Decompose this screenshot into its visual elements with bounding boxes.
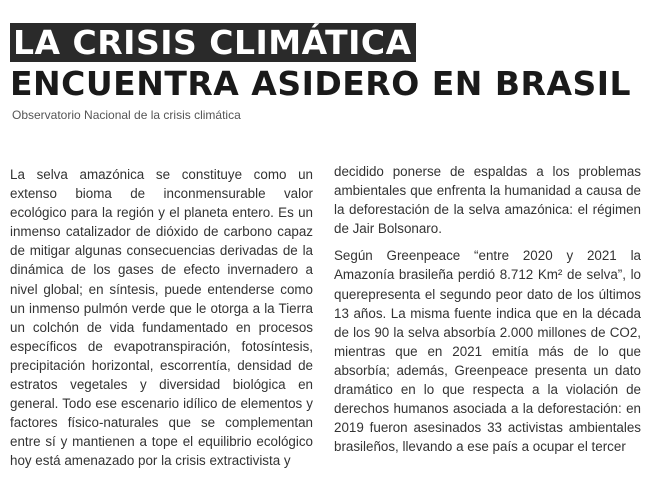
left-column bbox=[10, 165, 313, 479]
left-paragraph: La selva amazónica se constituye como un extenso bioma de inconmensurable valor ecológico para la región y el planeta entero. Es un inmenso catalizador de dióxido de carbono capaz de mitigar algunas consecuencias derivadas de la dinámica de los gases de efecto invernadero a nivel global; en síntesis, puede entenderse como un inmenso pulmón verde que le otorga a la Tierra un colchón de vida fundamentado en procesos específicos de evapotranspiración, fotosíntesis, precipitación horizontal, escorrentía, densidad de estratos vegetales y diversidad biológica en general. Todo ese escenario idílico de elementos y factores físico-naturales que se complementan entre sí y mantienen a tope el equilibrio ecológico hoy está amenazado por la crisis extractivista y bbox=[10, 167, 313, 469]
headline-highlight: LA CRISIS CLIMÁTICA bbox=[10, 23, 416, 62]
right-column bbox=[334, 162, 641, 464]
article-subtitle: Observatorio Nacional de la crisis climática bbox=[12, 108, 241, 122]
article-headline bbox=[10, 22, 650, 104]
right-paragraph-1: decidido ponerse de espaldas a los problemas ambientales que enfrenta la humanidad a causa de la deforestación de la selva amazónica: el régimen de Jair Bolsonaro. bbox=[334, 164, 641, 237]
headline-rest: ENCUENTRA ASIDERO EN BRASIL bbox=[10, 64, 632, 103]
right-paragraph-2: Según Greenpeace “entre 2020 y 2021 la Amazonía brasileña perdió 8.712 Km² de selva”, lo querepresenta el segundo peor dato de los últimos 13 años. La misma fuente indica que en la década de los 90 la selva absorbía 2.000 millones de CO2, mientras que en 2021 emitía más de lo que absorbía; además, Greenpeace presenta un dato dramático en lo que respecta a la violación de derechos humanos asociada a la deforestación: en 2019 fueron asesinados 33 activistas ambientales brasileños, llevando a ese país a ocupar el tercer bbox=[334, 248, 641, 455]
